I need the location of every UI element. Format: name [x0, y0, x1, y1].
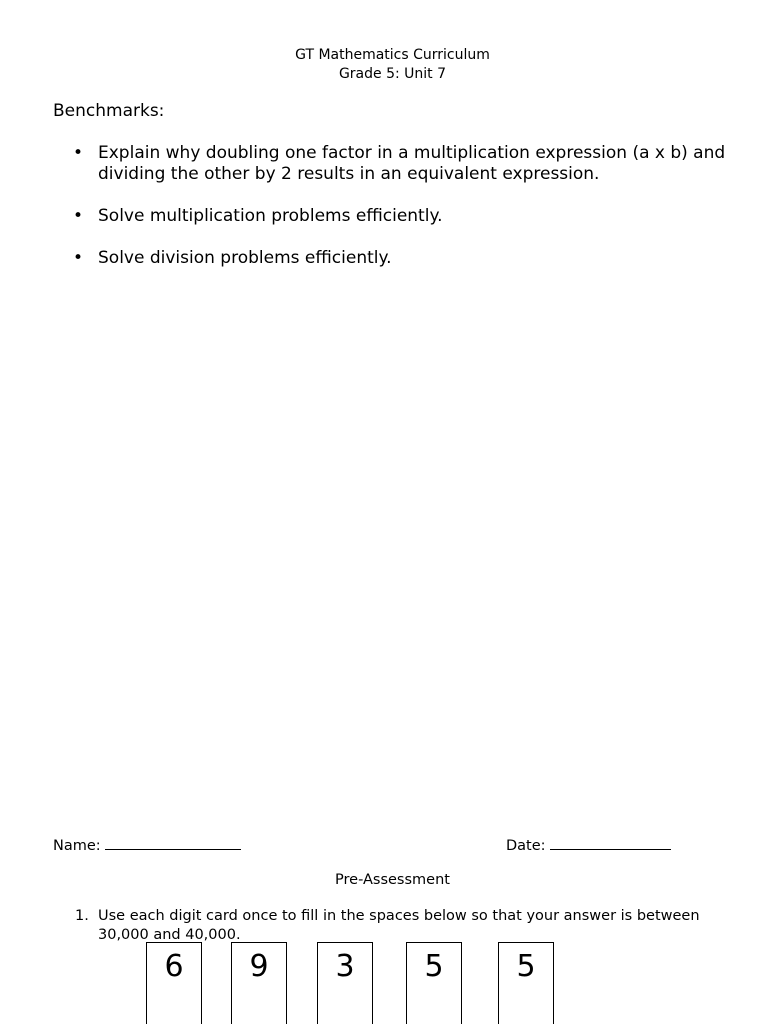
date-blank[interactable] — [550, 835, 671, 850]
question-number: 1. — [75, 908, 89, 924]
document-header — [0, 46, 770, 84]
question-text: Use each digit card once to fill in the spaces below so that your answer is between 30,000 and 40,000. — [98, 908, 700, 943]
name-row — [53, 835, 241, 855]
benchmarks-heading: Benchmarks: — [53, 101, 165, 121]
digit-card: 5 — [406, 942, 462, 1024]
benchmark-text: Explain why doubling one factor in a multiplication expression (a x b) and dividing the other by 2 results in an equivalent expression. — [98, 143, 726, 184]
name-blank[interactable] — [105, 835, 241, 850]
date-row — [506, 835, 671, 855]
grade-unit-subtitle: Grade 5: Unit 7 — [338, 66, 447, 82]
date-label: Date: — [506, 838, 546, 854]
benchmarks-list — [0, 143, 770, 290]
digit-card: 6 — [146, 942, 202, 1024]
benchmark-text: Solve division problems efficiently. — [98, 248, 392, 268]
curriculum-title: GT Mathematics Curriculum — [295, 47, 490, 63]
benchmark-item — [0, 143, 770, 185]
question-1 — [0, 907, 770, 945]
digit-card: 3 — [317, 942, 373, 1024]
bullet-icon: • — [73, 206, 84, 226]
benchmark-text: Solve multiplication problems efficiently. — [98, 206, 443, 226]
bullet-icon: • — [73, 248, 84, 268]
benchmark-item — [0, 206, 770, 227]
digit-card: 5 — [498, 942, 554, 1024]
pre-assessment-title: Pre-Assessment — [335, 872, 450, 888]
benchmark-item — [0, 248, 770, 269]
name-label: Name: — [53, 838, 101, 854]
bullet-icon: • — [73, 143, 84, 163]
digit-card: 9 — [231, 942, 287, 1024]
